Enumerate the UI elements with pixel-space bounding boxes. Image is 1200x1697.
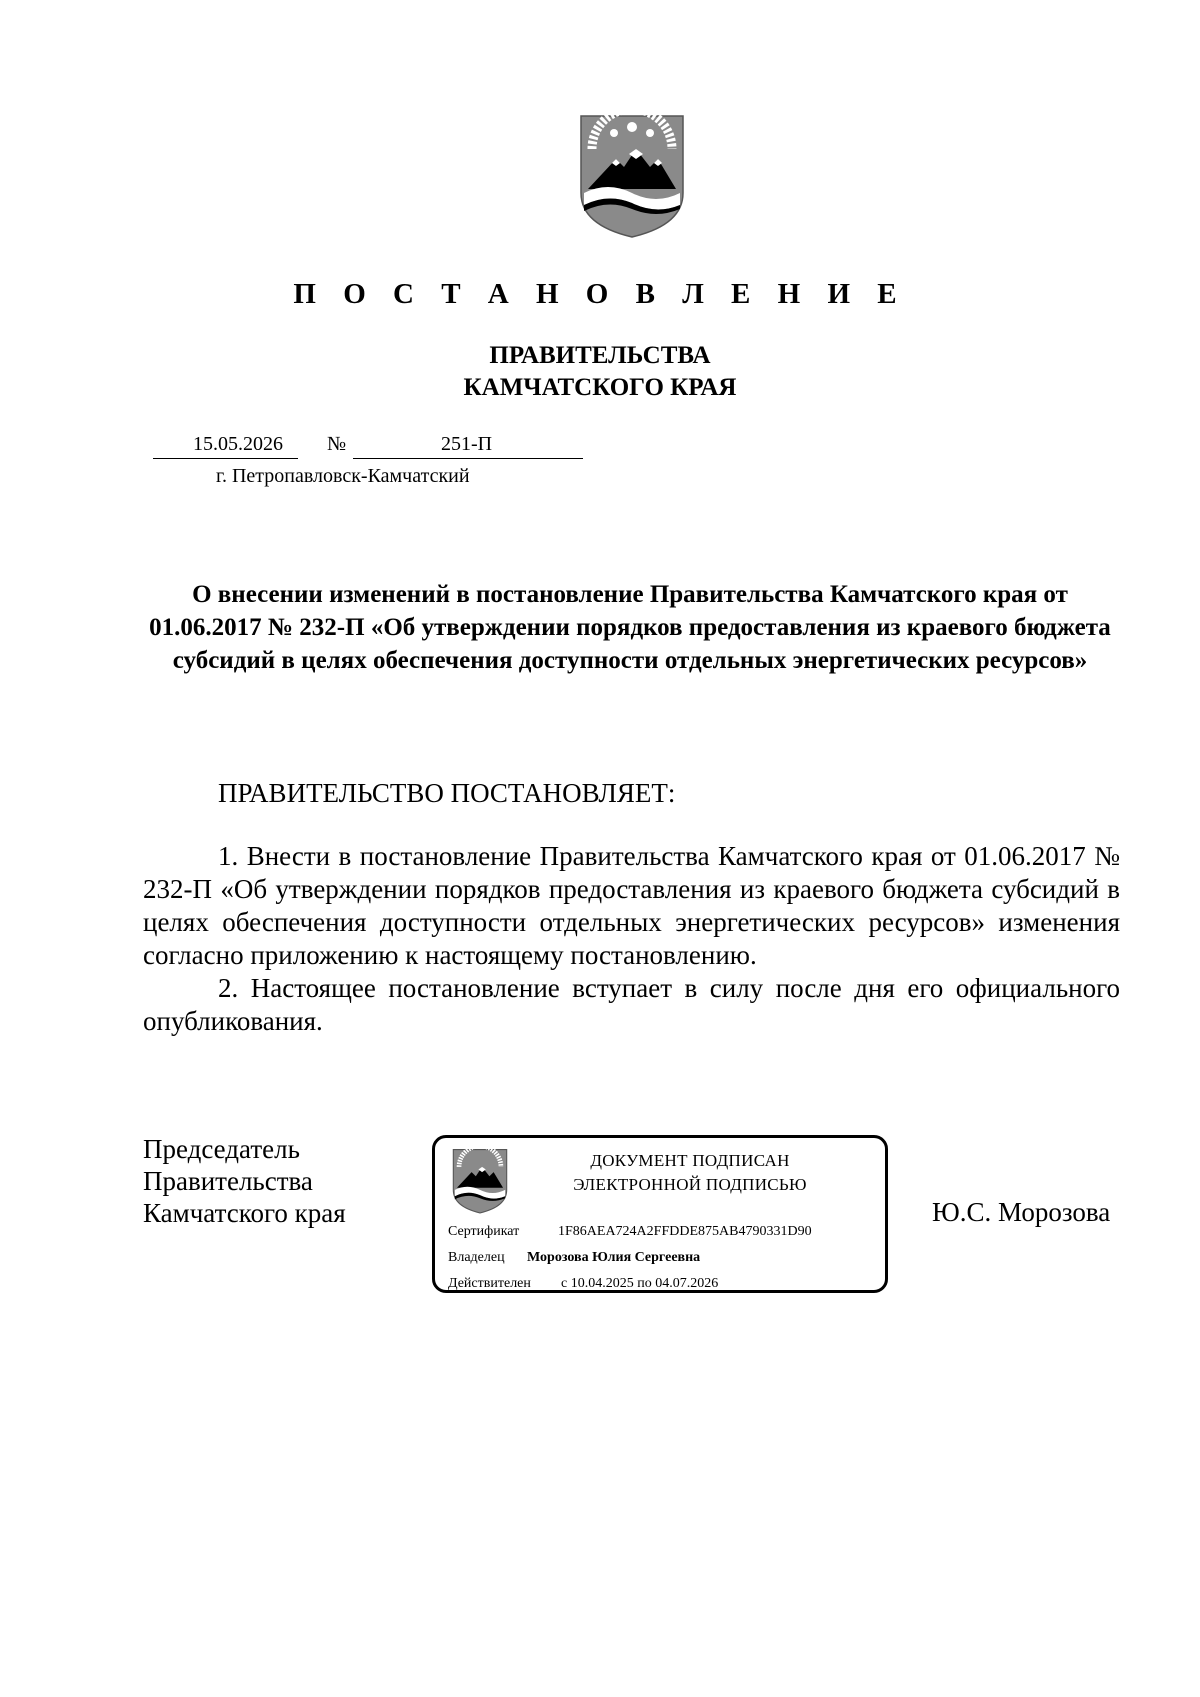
document-type-title: П О С Т А Н О В Л Е Н И Е (293, 278, 907, 310)
number-sign: № (327, 433, 347, 455)
document-date: 15.05.2026 (193, 433, 283, 455)
paragraph-1: 1. Внести в постановление Правительства Камчатского края от 01.06.2017 № 232-П «Об утверждении порядков предоставления из краевого бюджета субсидий в целях обеспечения доступности отдельных энергетических ресурсов» изменения согласно приложению к настоящему постановлению. (143, 841, 1120, 970)
stamp-validity-row (448, 1276, 718, 1292)
coat-of-arms-icon (451, 1148, 509, 1214)
owner-label: Владелец (448, 1250, 505, 1265)
stamp-heading-line2: ЭЛЕКТРОННОЙ ПОДПИСЬЮ (573, 1175, 807, 1194)
government-name-line1: ПРАВИТЕЛЬСТВА (489, 342, 711, 369)
validity-label: Действителен (448, 1276, 531, 1291)
signer-position-line3: Камчатского края (143, 1198, 346, 1228)
coat-of-arms-icon (578, 113, 686, 239)
owner-value: Морозова Юлия Сергеевна (527, 1250, 701, 1265)
document-number: 251-П (441, 433, 493, 455)
stamp-owner-row (448, 1250, 700, 1266)
signer-position-line2: Правительства (143, 1166, 313, 1196)
city-name: г. Петропавловск-Камчатский (216, 465, 470, 487)
decree-phrase: ПРАВИТЕЛЬСТВО ПОСТАНОВЛЯЕТ: (218, 778, 676, 808)
certificate-value: 1F86AEA724A2FFDDE875AB4790331D90 (558, 1224, 812, 1239)
government-name-line2: КАМЧАТСКОГО КРАЯ (463, 374, 737, 401)
stamp-heading-line1: ДОКУМЕНТ ПОДПИСАН (590, 1151, 790, 1170)
stamp-certificate-row (448, 1224, 812, 1240)
validity-value: с 10.04.2025 по 04.07.2026 (561, 1276, 719, 1291)
signer-position-line1: Председатель (143, 1134, 300, 1164)
certificate-label: Сертификат (448, 1224, 520, 1239)
signer-name: Ю.С. Морозова (932, 1197, 1111, 1227)
document-heading: О внесении изменений в постановление Правительства Камчатского края от 01.06.2017 № 232-П «Об утверждении порядков предоставления из краевого бюджета субсидий в целях обеспечения доступности отдельных энергетических ресурсов» (149, 581, 1111, 674)
signer-position (143, 1133, 346, 1229)
paragraph-2: 2. Настоящее постановление вступает в силу после дня его официального опубликования. (143, 973, 1120, 1036)
date-number-row (153, 433, 583, 463)
electronic-signature-stamp (432, 1135, 888, 1293)
